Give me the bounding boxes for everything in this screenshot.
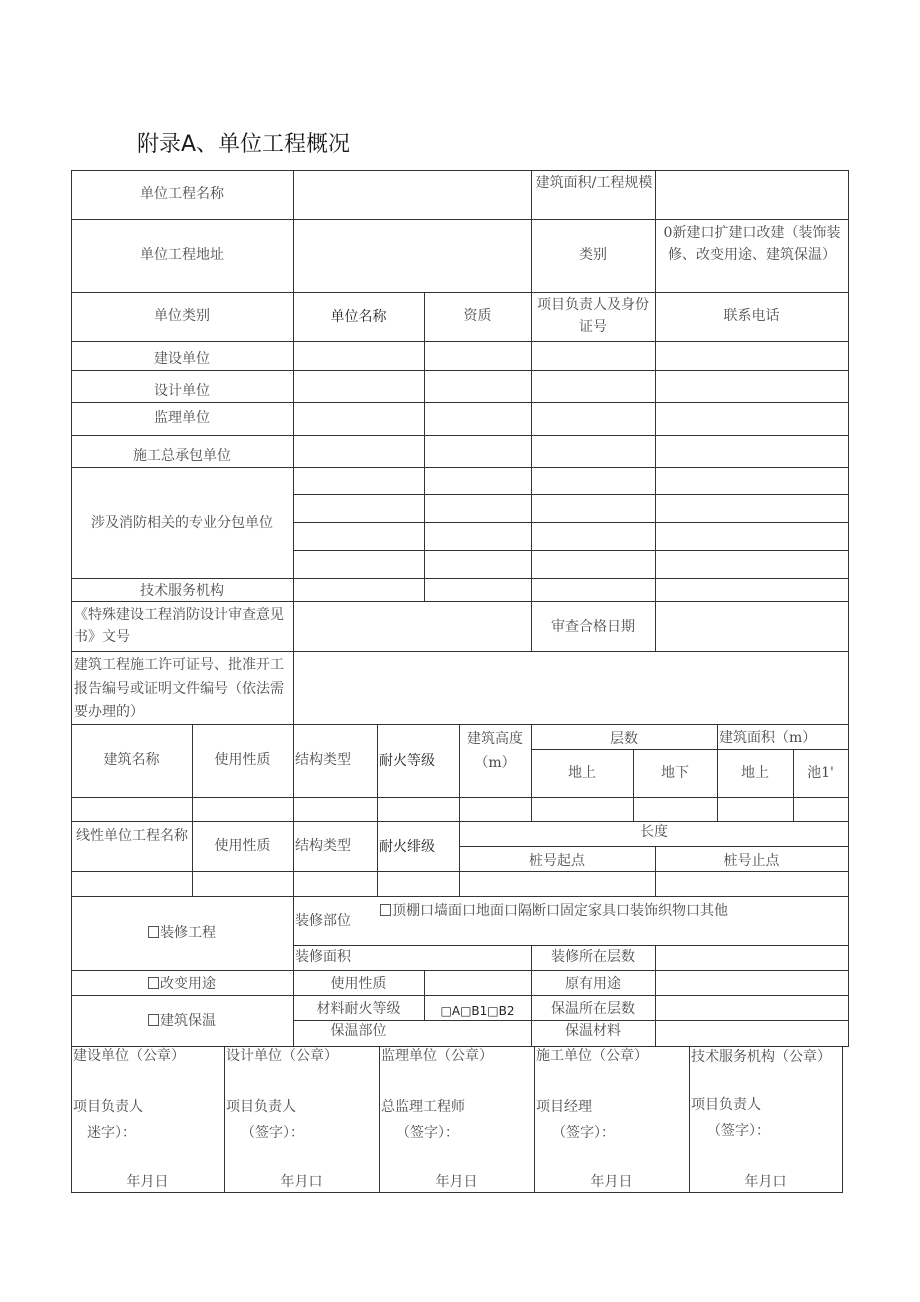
stake-start-header: 桩号起点	[529, 853, 585, 869]
qualification-header: 资质	[463, 308, 492, 324]
decoration-area-label: 装修面积	[295, 949, 351, 965]
insulation-material-label: 保温材料	[565, 1023, 621, 1039]
floors-above-header: 地上	[568, 765, 596, 781]
grid-line	[293, 601, 294, 724]
grid-line	[424, 292, 425, 601]
area-below-header: 池1'	[807, 765, 834, 781]
project-leader-id-header: 项目负责人及身份证号	[537, 297, 649, 335]
signature-date-label: 年月口	[744, 1174, 787, 1190]
usage-nature-label: 使用性质	[330, 976, 387, 992]
signature-sign-label: （签字）：	[552, 1125, 615, 1141]
signature-date-label: 年月日	[126, 1174, 169, 1190]
supervision-unit-label: 监理单位	[154, 410, 210, 426]
technical-service-label: 技术服务机构	[140, 583, 224, 599]
signature-sign-label: （签字）：	[241, 1125, 304, 1141]
material-fire-rating-label: 材料耐火等级	[316, 1001, 401, 1017]
signature-date-label: 年月日	[590, 1174, 633, 1190]
category-options: 0新建口扩建口改建（装饰装修、改变用途、建筑保温）	[663, 225, 841, 263]
grid-line	[192, 724, 193, 821]
design-unit-label: 设计单位	[154, 383, 210, 399]
building-fire-rating-header: 耐火等级	[379, 753, 435, 769]
grid-line	[531, 170, 532, 292]
building-structure-header: 结构类型	[295, 752, 351, 768]
grid-line	[71, 435, 849, 436]
floors-header: 层数	[610, 731, 638, 747]
signature-unit-label: 监理单位（公章）	[381, 1048, 493, 1064]
grid-line	[793, 749, 794, 821]
signature-sign-label: 迷字）：	[87, 1125, 136, 1141]
frame-line	[848, 170, 849, 1046]
usage-change-checkbox[interactable]	[148, 977, 159, 989]
building-usage-header: 使用性质	[214, 752, 271, 768]
usage-change-label	[71, 973, 293, 995]
decoration-parts-text: 顶棚口墙面口地面口隔断口固定家具口装饰织物口其他	[392, 903, 728, 919]
grid-line	[377, 724, 378, 821]
grid-line	[293, 522, 849, 523]
general-contractor-label: 施工总承包单位	[133, 448, 231, 464]
grid-line	[633, 749, 634, 821]
unit-project-address-label: 单位工程地址	[140, 247, 224, 263]
grid-line	[71, 995, 849, 996]
building-area-header: 建筑面积（m）	[719, 730, 817, 746]
building-area-label: 建筑面积/工程规模	[535, 175, 653, 191]
construction-unit-label: 建设单位	[154, 351, 210, 367]
grid-line	[655, 601, 656, 651]
grid-line	[655, 945, 656, 1046]
grid-line	[71, 219, 849, 220]
material-rating-options: □A□B1□B2	[440, 1004, 515, 1018]
grid-line	[71, 370, 849, 371]
grid-line	[293, 494, 849, 495]
grid-line	[655, 170, 656, 292]
decoration-label-text: 装修工程	[160, 925, 216, 941]
grid-line	[71, 970, 849, 971]
contact-phone-header: 联系电话	[723, 308, 780, 324]
signature-unit-label: 设计单位（公章）	[226, 1048, 338, 1064]
ceiling-checkbox[interactable]	[380, 904, 391, 916]
signature-date-label: 年月日	[435, 1174, 478, 1190]
signature-sign-label: （签字）：	[396, 1125, 459, 1141]
signature-unit-label: 建设单位（公章）	[73, 1048, 185, 1064]
grid-line	[71, 341, 849, 342]
grid-line	[293, 170, 294, 292]
review-opinion-label: 《特殊建设工程消防设计审查意见书》文号	[74, 607, 284, 645]
insulation-floors-label: 保温所在层数	[551, 1001, 635, 1017]
signature-person-label: 项目经理	[536, 1099, 592, 1115]
stake-end-header: 桩号止点	[723, 853, 780, 869]
grid-line	[293, 550, 849, 551]
fire-subcontractor-label: 涉及消防相关的专业分包单位	[91, 515, 273, 531]
original-usage-label: 原有用途	[565, 976, 621, 992]
frame-line	[71, 170, 849, 171]
signature-person-label: 项目负责人	[691, 1097, 761, 1113]
grid-line	[459, 724, 460, 821]
unit-type-header: 单位类别	[154, 308, 210, 324]
signature-sign-label: （签字）：	[707, 1123, 770, 1139]
insulation-part-label: 保温部位	[330, 1023, 387, 1039]
grid-line	[293, 821, 294, 896]
insulation-checkbox[interactable]	[148, 1014, 159, 1026]
frame-line	[842, 1046, 843, 1193]
decoration-parts-options	[380, 900, 728, 922]
unit-name-header: 单位名称	[330, 309, 387, 325]
decoration-checkbox[interactable]	[148, 926, 159, 938]
grid-line	[655, 292, 656, 601]
grid-line	[71, 292, 849, 293]
page-title: 附录A、单位工程概况	[137, 132, 351, 157]
signature-date-label: 年月口	[280, 1174, 323, 1190]
grid-line	[71, 797, 849, 798]
category-label: 类别	[579, 247, 607, 263]
building-name-header: 建筑名称	[103, 752, 160, 768]
linear-project-name-header: 线性单位工程名称	[76, 828, 188, 844]
grid-line	[459, 846, 849, 847]
grid-line	[377, 821, 378, 896]
grid-line	[293, 724, 294, 821]
grid-line	[71, 402, 849, 403]
decoration-part-label: 装修部位	[295, 913, 351, 929]
insulation-label	[71, 1010, 293, 1032]
length-header: 长度	[640, 824, 668, 840]
review-date-label: 审查合格日期	[551, 619, 635, 635]
unit-project-name-label: 单位工程名称	[140, 186, 224, 202]
grid-line	[71, 896, 849, 897]
signature-person-label: 项目负责人	[226, 1099, 296, 1115]
usage-change-label-text: 改变用途	[160, 976, 216, 992]
decoration-floors-label: 装修所在层数	[551, 949, 635, 965]
grid-line	[531, 292, 532, 601]
signature-unit-label: 技术服务机构（公章）	[691, 1049, 831, 1065]
signature-person-label: 项目负责人	[73, 1099, 143, 1115]
grid-line	[71, 467, 849, 468]
grid-line	[71, 651, 849, 652]
linear-usage-header: 使用性质	[214, 838, 271, 854]
decoration-project-label	[71, 922, 293, 944]
grid-line	[192, 821, 193, 896]
building-height-header: 建筑高度（m）	[467, 731, 523, 771]
signature-unit-label: 施工单位（公章）	[536, 1048, 648, 1064]
floors-below-header: 地下	[661, 765, 689, 781]
area-above-header: 地上	[741, 765, 769, 781]
signature-person-label: 总监理工程师	[381, 1099, 465, 1115]
linear-fire-rating-header: 耐火绯级	[379, 839, 435, 855]
grid-line	[293, 292, 294, 601]
insulation-label-text: 建筑保温	[160, 1013, 216, 1029]
grid-line	[71, 578, 849, 579]
linear-structure-header: 结构类型	[295, 838, 351, 854]
permit-number-label: 建筑工程施工许可证号、批准开工报告编号或证明文件编号（依法需要办理的）	[74, 657, 284, 720]
